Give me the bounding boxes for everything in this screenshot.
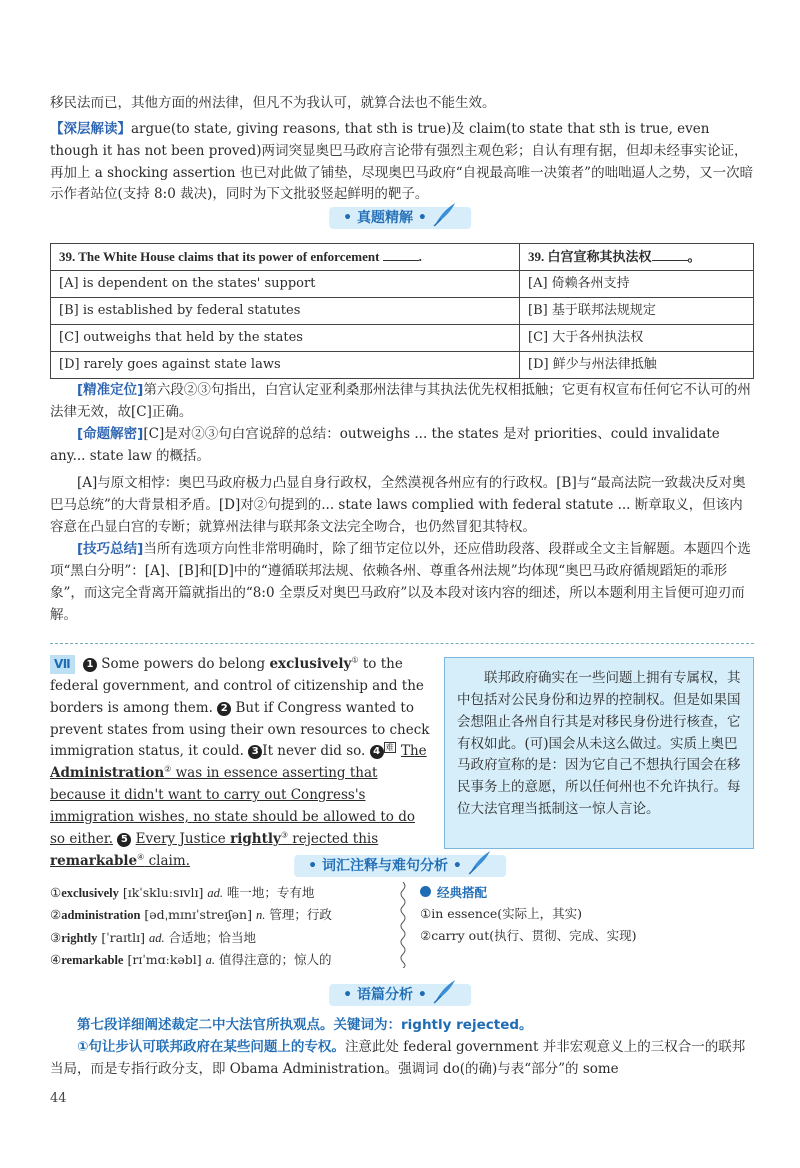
- keyword-note: ①: [351, 655, 359, 665]
- option-zh: [C] 大于各州执法权: [520, 325, 754, 352]
- discourse-sentence-text: 注意此处 federal government 并非宏观意义上的三权合一的联邦当局，而是专指行政分支，即 Obama Administration。强调词 do(的确)与表“部分”的 some: [50, 1038, 746, 1077]
- keyword-note: ②: [164, 764, 172, 774]
- top-section: [50, 93, 754, 206]
- section-divider: [50, 643, 754, 644]
- vocab-word: exclusively: [61, 886, 119, 900]
- collocation-list: [420, 882, 754, 946]
- collocation-item: ②carry out(执行、贯彻、完成、实现): [420, 927, 637, 943]
- option-en: [A] is dependent on the states' support: [51, 271, 520, 298]
- sentence-number: 1: [83, 658, 97, 672]
- translation-box: 联邦政府确实在一些问题上拥有专属权，其中包括对公民身份和边界的控制权。但是如果国会想阻止各州自行其是对移民身份进行核查，它有权如此。(可)国会从未这么做过。实质上奥巴马政府宣称的是：因为它自己不想执行国会在移民事务上的意愿，所以任何州也不允许执行。每位大法官理当抵制这一惊人言论。: [444, 657, 754, 849]
- sentence-number: 4: [370, 745, 384, 759]
- answer-blank: [383, 248, 419, 261]
- keyword: Administration: [50, 765, 165, 782]
- sentence-1b: to the federal government, and control of citizenship and the borders is among them.: [50, 656, 424, 716]
- question-table: [50, 243, 754, 379]
- vocab-ipa: [ədˌmɪnɪˈstreɪʃən]: [144, 907, 252, 923]
- question-banner-label: • 真题精解 •: [343, 210, 427, 226]
- collocation-heading: [420, 882, 754, 903]
- decode-text: [C]是对②③句白宫说辞的总结：outweighs ... the states 是对 priorities、could invalidate any... state law 的概括。: [50, 425, 720, 464]
- option-zh: [D] 鲜少与州法律抵触: [520, 352, 754, 379]
- vocab-word: rightly: [61, 930, 98, 945]
- continuation-line: 移民法而已，其他方面的州法律，但凡不为我认可，就算合法也不能生效。: [50, 95, 496, 111]
- analysis-section: [50, 380, 754, 626]
- option-en: [B] is established by federal statutes: [51, 298, 520, 325]
- vocab-index: ④: [50, 951, 62, 967]
- discourse-sentence-label: ①句让步认可联邦政府在某些问题上的专权。: [77, 1038, 345, 1055]
- discourse-section: [50, 1015, 754, 1081]
- keyword-note: ④: [137, 852, 145, 862]
- stem-end-en: .: [418, 249, 422, 265]
- deep-analysis-text: argue(to state, giving reasons, that sth is true)及 claim(to state that sth is true, even though it has not been proved)两词突显奥巴马政府言论带有强烈主观色彩；自认有理有据，但却未经事实论证，再加上 a shocking assertion 也已对此做了铺垫，尽现奥巴马政府“自视最高唯一决策者”的咄咄逼人之势，又一次暗示作者站位(支持 8:0 裁决)，同时为下文批驳竖起鲜明的靶子。: [50, 120, 754, 203]
- discourse-banner: [329, 984, 471, 1006]
- sentence-4a: The: [400, 743, 427, 760]
- collocation-item: ①in essence(实际上，其实): [420, 906, 583, 922]
- vocab-item: [50, 927, 380, 949]
- vocab-def: 合适地；恰当地: [168, 929, 257, 945]
- vocab-index: ①: [50, 885, 62, 900]
- page-number: 44: [50, 1091, 67, 1106]
- stem-zh-cell: [520, 244, 754, 271]
- sentence-5b: rejected this: [292, 830, 379, 847]
- discourse-summary: 第七段详细阐述裁定二中大法官所执观点。关键词为：rightly rejected。: [77, 1017, 533, 1033]
- locate-paragraph: [50, 380, 754, 424]
- vocab-def: 管理；行政: [269, 907, 332, 923]
- answer-blank-zh: [652, 248, 688, 261]
- vocab-index: ③: [50, 929, 62, 945]
- option-row: [51, 352, 754, 379]
- quill-icon: [431, 978, 457, 1004]
- passage-paragraph: [50, 654, 430, 873]
- vocab-pos: a.: [205, 952, 216, 967]
- sentence-number: 3: [248, 745, 262, 759]
- keyword: remarkable: [50, 852, 138, 869]
- stem-en: 39. The White House claims that its power of enforcement: [59, 249, 380, 265]
- option-zh: [B] 基于联邦法规规定: [520, 298, 754, 325]
- discourse-sentence-1: [50, 1037, 754, 1081]
- deep-analysis-paragraph: [50, 119, 754, 206]
- sentence-number: 5: [117, 833, 131, 847]
- vocab-list: [50, 882, 380, 971]
- option-zh: [A] 倚赖各州支持: [520, 271, 754, 298]
- option-row: [51, 298, 754, 325]
- sentence-2: But if Congress wanted to prevent states from using their own resources to check immigration status, it could.: [50, 699, 430, 760]
- option-en: [D] rarely goes against state laws: [51, 352, 520, 379]
- vocab-item: [50, 882, 380, 904]
- sentence-number: 2: [217, 702, 231, 716]
- sentence-5c: claim.: [148, 852, 190, 869]
- quill-icon: [466, 849, 492, 875]
- locate-label: [精准定位]: [77, 382, 144, 398]
- vocab-ipa: [ɪkˈskluːsɪvlɪ]: [122, 885, 204, 900]
- vocab-def: 值得注意的；惊人的: [219, 951, 332, 967]
- vocab-word: administration: [61, 908, 141, 923]
- discourse-banner-label: • 语篇分析 •: [343, 987, 427, 1003]
- stem-end-zh: 。: [687, 249, 701, 265]
- locate-text: 第六段②③句指出，白宫认定亚利桑那州法律与其执法优先权相抵触；它更有权宣布任何它不认可的州法律无效，故[C]正确。: [50, 382, 751, 420]
- distractor-paragraph: [A]与原文相悖：奥巴马政府极力凸显自身行政权，全然漠视各州应有的行政权。[B]与“最高法院一致裁决反对奥巴马总统”的大背景相矛盾。[D]对②句提到的... state laws complied with federal statute ... 断章取义，但该内容意在凸显白宫的专断；就算州法律与联邦条文法完全吻合，也仍然冒犯其特权。: [50, 475, 746, 536]
- bullet-icon: [420, 886, 431, 897]
- vocab-word: remarkable: [61, 952, 124, 967]
- stem-en-cell: [51, 244, 520, 271]
- option-row: [51, 325, 754, 352]
- wavy-divider: [397, 882, 409, 968]
- keyword: exclusively: [269, 656, 352, 672]
- deep-analysis-label: 【深层解读】: [50, 120, 131, 137]
- decode-label: [命题解密]: [77, 425, 144, 442]
- collocation-heading-text: 经典搭配: [437, 885, 488, 900]
- vocab-banner-label: • 词汇注释与难句分析 •: [308, 858, 462, 874]
- quill-icon: [431, 201, 457, 227]
- question-stem-row: [51, 244, 754, 271]
- vocab-pos: ad.: [148, 930, 165, 945]
- vocab-pos: n.: [255, 908, 266, 923]
- decode-paragraph: [50, 424, 754, 468]
- option-row: [51, 271, 754, 298]
- vocab-def: 唯一地；专有地: [226, 885, 315, 900]
- paragraph-number: Ⅶ: [50, 655, 75, 674]
- vocab-banner: [294, 855, 506, 877]
- tips-text: 当所有选项方向性非常明确时，除了细节定位以外，还应借助段落、段群或全文主旨解题。本题四个选项“黑白分明”：[A]、[B]和[D]中的“遵循联邦法规、依赖各州、尊重各州法规”均体现“奥巴马政府循规蹈矩的乖形象”，而这完全背离开篇就指出的“8:0 全票反对奥巴马政府”以及本段对该内容的细述，所以本题利用主旨便可迎刃而解。: [50, 541, 751, 623]
- vocab-ipa: [rɪˈmɑːkəbl]: [127, 951, 202, 967]
- difficult-sentence-mark: 难: [385, 743, 394, 753]
- vocab-pos: ad.: [207, 886, 223, 900]
- keyword-note: ③: [280, 830, 288, 840]
- option-en: [C] outweighs that held by the states: [51, 325, 520, 352]
- vocab-index: ②: [50, 907, 62, 923]
- vocab-item: [50, 949, 380, 971]
- sentence-4b: was in essence asserting that because it didn't want to carry out Congress's immigration wishes, no state should be allowed to do so either.: [50, 765, 415, 847]
- tips-label: [技巧总结]: [77, 541, 144, 558]
- keyword: rightly: [230, 830, 281, 847]
- stem-zh: 39. 白宫宣称其执法权: [528, 249, 652, 265]
- sentence-1a: Some powers do belong: [101, 656, 266, 672]
- vocab-ipa: [ˈraɪtlɪ]: [101, 929, 145, 945]
- tips-paragraph: [50, 539, 754, 626]
- vocab-item: [50, 904, 380, 926]
- question-banner: [329, 207, 471, 229]
- sentence-5a: Every Justice: [135, 830, 226, 847]
- sentence-3: It never did so.: [262, 743, 366, 760]
